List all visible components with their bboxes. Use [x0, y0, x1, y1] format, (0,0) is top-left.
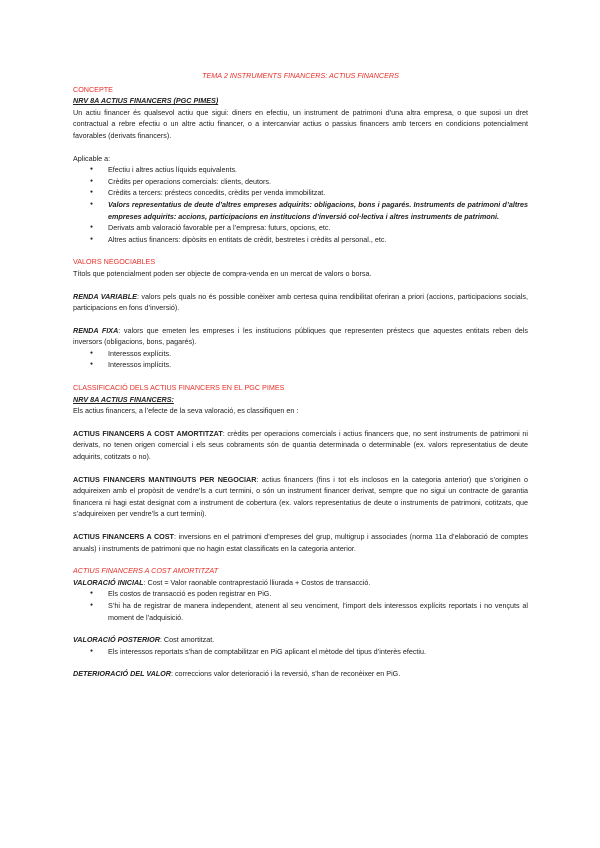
list-item: ● S’hi ha de registrar de manera independent, atenent al seu venciment, l’import dels interessos explícits reportats i no vençuts al moment de l’adquisició.	[73, 600, 528, 623]
renda-variable-text: : valors pels quals no és possible conèixer amb certesa quina rendibilitat oferiran a priori (accions, participacions socials, participacions en fons d’inversió).	[73, 291, 528, 313]
category-label: ACTIUS FINANCERS A COST AMORTITZAT	[73, 428, 223, 438]
list-item: ● Els interessos reportats s’han de comptabilitzar en PiG aplicant el mètode del tipus d’interès efectiu.	[73, 646, 528, 658]
renda-variable-label: RENDA VARIABLE	[73, 291, 137, 301]
section-heading-cost-amortitzat: ACTIUS FINANCERS A COST AMORTITZAT	[73, 566, 219, 576]
valoracio-posterior-label: VALORACIÓ POSTERIOR	[73, 635, 160, 645]
nrv-heading-classificacio: NRV 8A ACTIUS FINANCERS:	[73, 394, 174, 404]
section-heading-valors: VALORS NEGOCIABLES	[73, 257, 156, 267]
classificacio-intro: Els actius financers, a l’efecte de la seva valoració, es classifiquen en :	[73, 406, 299, 416]
category-text: : inversions en el patrimoni d’empreses del grup, multigrup i associades (norma 11a d’elaboració de comptes anuals) i instruments de patrimoni que no hagin estat classificats en la categoria anterior.	[73, 532, 528, 553]
category-a-cost	[73, 531, 528, 554]
category-label: ACTIUS FINANCERS MANTINGUTS PER NEGOCIAR	[73, 474, 257, 484]
list-item: ● Altres actius financers: dipòsits en entitats de crèdit, bestretes i crèdits al personal., etc.	[73, 234, 528, 246]
list-item: ● Valors representatius de deute d’altres empreses adquirits: obligacions, bons i pagarés. Instruments de patrimoni d’altres empreses adquirits: accions, participacions en institucions d’inversió col·lectiva i altres instruments de patrimoni.	[73, 199, 528, 222]
valoracio-posterior-text: : Cost amortitzat.	[159, 635, 215, 645]
deterioracio-label: DETERIORACIÓ DEL VALOR	[73, 669, 171, 679]
section-heading-classificacio: CLASSIFICACIÓ DELS ACTIUS FINANCERS EN EL PGC PIMES	[73, 383, 285, 393]
valoracio-inicial-label: VALORACIÓ INICIAL	[73, 577, 144, 587]
category-cost-amortitzat	[73, 428, 528, 463]
list-item: ● Els costos de transacció es poden registrar en PiG.	[73, 588, 528, 600]
list-item: ● Derivats amb valoració favorable per a l’empresa: futurs, opcions, etc.	[73, 222, 528, 234]
category-label: ACTIUS FINANCERS A COST	[73, 532, 174, 541]
valors-intro: Títols que potencialment poden ser objecte de compra-venda en un mercat de valors o borsa.	[73, 268, 372, 278]
list-item: ● Crèdits a tercers: préstecs concedits, crèdits per venda immobilitzat.	[73, 187, 528, 199]
nrv-heading-concepte: NRV 8A ACTIUS FINANCERS (PGC PIMES)	[73, 96, 219, 106]
category-mantinguts-negociar	[73, 474, 528, 520]
aplicable-label: Aplicable a:	[73, 153, 111, 163]
list-item: ● Crèdits per operacions comercials: clients, deutors.	[73, 176, 528, 188]
definition-paragraph: Un actiu financer és qualsevol actiu que sigui: diners en efectiu, un instrument de patrimoni d’una altra empresa, o que suposi un dret contractual a rebre efectiu o un altre actiu financer, o a intercanviar actius o passius financers amb tercers en condicions potencialment favorables (derivats financers).	[73, 107, 528, 140]
renda-fixa-paragraph	[73, 325, 528, 348]
list-item: ● Interessos implícits.	[73, 359, 528, 371]
valoracio-posterior	[73, 634, 528, 646]
valoracio-inicial-text: : Cost = Valor raonable contraprestació lliurada + Costos de transacció.	[143, 577, 371, 587]
list-item: ● Interessos explícits.	[73, 348, 528, 360]
deterioracio-valor	[73, 668, 528, 680]
renda-fixa-text: : valors que emeten les empreses i les institucions públiques que representen préstecs que aquestes entitats reben dels inversors (obligacions, bons, pagarés).	[73, 325, 528, 347]
category-text: : crèdits per operacions comercials i actius financers que, no sent instruments de patrimoni ni derivats, no tenen origen comercial i els seus cobraments són de quantia determinada o determinable (ex. valors representatius de deute adquirits, cotitzats o no).	[73, 428, 528, 462]
document-title: TEMA 2 INSTRUMENTS FINANCERS: ACTIUS FINANCERS	[202, 71, 399, 80]
aplicable-list	[73, 164, 528, 245]
deterioracio-text: : correccions valor deterioració i la reversió, s’han de reconèixer en PiG.	[170, 669, 401, 679]
list-item: ● Efectiu i altres actius líquids equivalents.	[73, 164, 528, 176]
renda-variable-paragraph	[73, 291, 528, 314]
document-content	[73, 70, 528, 680]
valoracio-inicial	[73, 577, 528, 589]
section-heading-concepte: CONCEPTE	[73, 84, 113, 94]
category-text: : actius financers (fins i tot els inclosos en la categoria anterior) que s’originen o adquireixen amb el propòsit de vendre’ls a curt termini, o són un instrument financer derivat, sempre que no sigui un contracte de garantia financera ni hagi estat designat com a instrument de cobertura (ex. valors representatius de deute o instruments de patrimoni, cotitzats, que s’adquireixen per vendre’ls a curt termini).	[73, 474, 528, 519]
renda-fixa-list	[73, 348, 528, 371]
valoracio-posterior-list	[73, 646, 528, 658]
renda-fixa-label: RENDA FIXA	[73, 325, 119, 335]
valoracio-inicial-list	[73, 588, 528, 623]
